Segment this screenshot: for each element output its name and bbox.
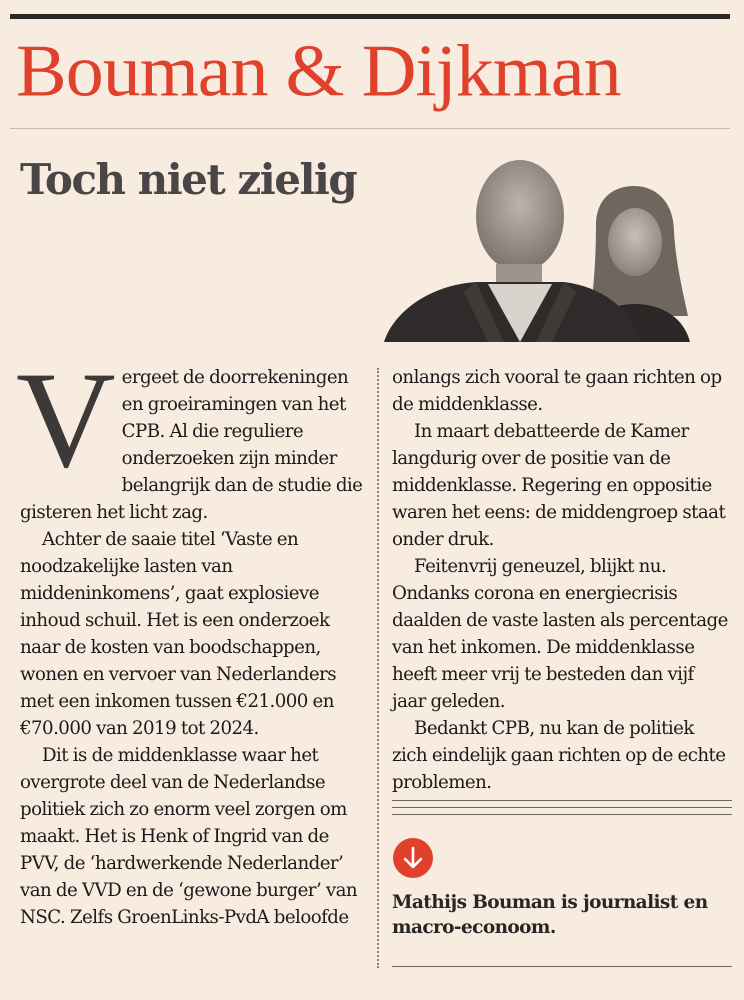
arrow-down-icon [393, 838, 433, 878]
paragraph: Bedankt CPB, nu kan de politiek zich eindelijk gaan richten op de echte problemen. [392, 718, 726, 793]
article-headline: Toch niet zielig [20, 155, 357, 204]
section-rules [392, 800, 732, 821]
columnist-portrait-photo [384, 146, 730, 342]
masthead-divider [10, 128, 730, 129]
top-rule [10, 14, 730, 19]
paragraph: Feitenvrij geneuzel, blijkt nu. Ondanks corona en energiecrisis daalden de vaste lasten als percentage van het inkomen. De middenklasse heeft meer vrij te besteden dan vijf jaar geleden. [392, 556, 728, 712]
paragraph: Achter de saaie titel ‘Vaste en noodzakelijke lasten van middeninkomens’, gaat explosieve inhoud schuil. Het is een onderzoek naar de kosten van boodschappen, wonen en vervoer van Nederlanders met een inkomen tussen €21.000 en €70.000 van 2019 tot 2024. [20, 529, 336, 739]
drop-cap: V [16, 343, 116, 496]
column-title: Bouman & Dijkman [16, 29, 621, 113]
paragraph: Dit is de middenklasse waar het overgrote deel van de Nederlandse politiek zich zo enorm veel zorgen om maakt. Het is Henk of Ingrid van de PVV, de ‘hardwerkende Nederlander’ van de VVD en de ‘gewone burger’ van NSC. Zelfs GroenLinks-PvdA beloofde [20, 745, 358, 928]
paragraph: In maart debatteerde de Kamer langdurig over de positie van de middenklasse. Regering en oppositie waren het eens: de middengroep staat onder druk. [392, 421, 726, 550]
paragraph: ergeet de doorrekeningen en groeiramingen van het CPB. Al die reguliere onderzoeken zijn minder belangrijk dan de studie die gisteren het licht zag. [20, 367, 363, 523]
column-divider [377, 368, 379, 968]
author-bio: Mathijs Bouman is journalist en macro-econoom. [392, 892, 708, 938]
bottom-rule [392, 966, 732, 967]
article-column-right [392, 364, 732, 796]
paragraph: onlangs zich vooral te gaan richten op de middenklasse. [392, 367, 722, 415]
article-column-left [16, 343, 372, 931]
